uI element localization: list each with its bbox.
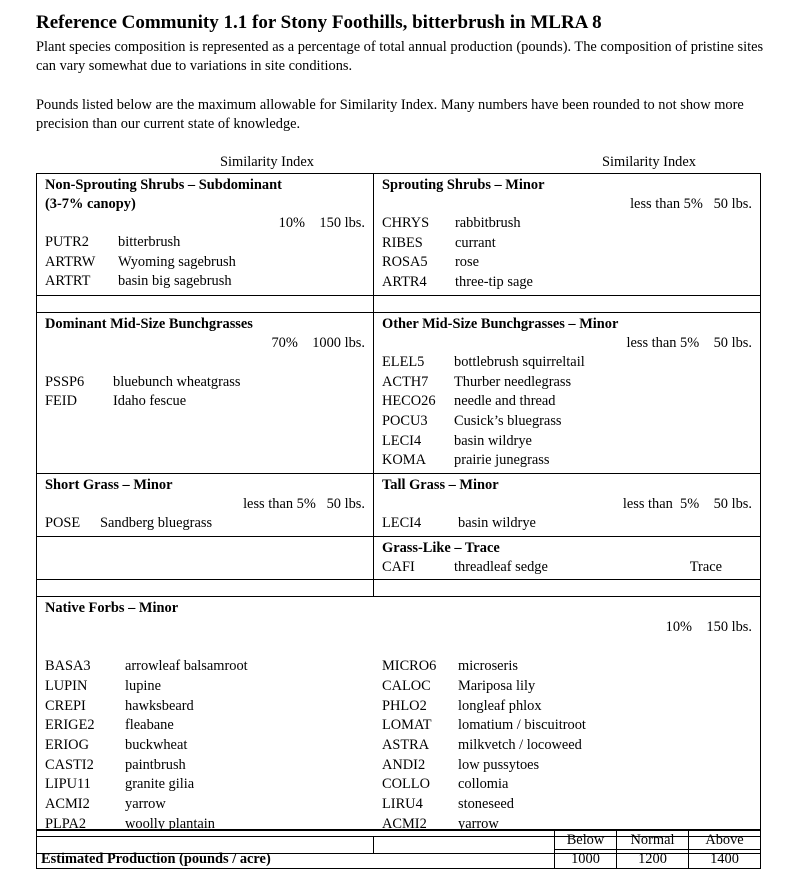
species-code: ROSA5 [382, 254, 428, 271]
species-name: stoneseed [458, 796, 514, 813]
species-row [382, 697, 586, 717]
species-row [45, 795, 382, 815]
non-sprouting-shrubs-cell [37, 174, 374, 296]
species-code: ARTR4 [382, 274, 427, 291]
species-name: low pussytoes [458, 756, 540, 773]
similarity-header-left: Similarity Index [220, 154, 314, 170]
section-title: Tall Grass – Minor [382, 477, 499, 494]
species-code: ANDI2 [382, 756, 426, 773]
section-title: Native Forbs – Minor [45, 600, 179, 617]
species-name: rabbitbrush [455, 215, 521, 231]
section-percent: 10% [665, 619, 693, 636]
species-name: Mariposa lily [458, 677, 536, 694]
production-header-above: Above [689, 830, 761, 850]
species-name: Idaho fescue [113, 393, 187, 410]
species-row [382, 373, 752, 393]
species-row [382, 392, 752, 412]
page-title: Reference Community 1.1 for Stony Foothills, bitterbrush in MLRA 8 [36, 12, 602, 33]
tall-grass-cell [374, 474, 761, 537]
species-code: ARTRW [45, 253, 96, 270]
species-name: lomatium / biscuitroot [458, 717, 586, 734]
species-code: ARTRT [45, 273, 91, 290]
species-row [382, 756, 586, 776]
species-row [45, 373, 365, 393]
section-pounds: 150 lbs. [706, 619, 752, 636]
species-row [382, 657, 586, 677]
section-title: Non-Sprouting Shrubs – Subdominant [45, 177, 282, 193]
species-name: collomia [458, 776, 509, 793]
species-row [382, 353, 752, 373]
species-code: PSSP6 [45, 373, 85, 390]
species-code: LECI4 [382, 432, 422, 449]
trace-amount: Trace [689, 558, 722, 575]
species-name: lupine [125, 677, 161, 694]
section-percent: less than 5% [243, 496, 316, 513]
species-row [45, 697, 382, 717]
sprouting-shrubs-cell [374, 174, 761, 296]
species-code: POCU3 [382, 412, 428, 429]
species-name: Cusick’s bluegrass [454, 412, 562, 429]
species-code: CALOC [382, 677, 431, 694]
species-row [382, 432, 752, 452]
species-row [382, 716, 586, 736]
section-pounds: 50 lbs. [713, 196, 752, 212]
production-label: Estimated Production (pounds / acre) [37, 850, 555, 869]
production-header-below: Below [555, 830, 617, 850]
dominant-bunchgrasses-cell [37, 312, 374, 473]
species-row [382, 514, 752, 534]
section-title: Short Grass – Minor [45, 477, 173, 494]
production-value-below: 1000 [555, 850, 617, 869]
species-name: Wyoming sagebrush [118, 253, 236, 270]
section-pounds: 150 lbs. [319, 215, 365, 231]
species-name: threadleaf sedge [454, 558, 548, 575]
species-row [45, 716, 382, 736]
species-code: KOMA [382, 452, 426, 469]
native-forbs-cell [37, 597, 761, 837]
species-name: hawksbeard [125, 697, 194, 714]
species-row [382, 273, 752, 293]
other-bunchgrasses-cell [374, 312, 761, 473]
species-row [45, 233, 365, 253]
species-name: basin wildrye [454, 432, 532, 449]
species-name: longleaf phlox [458, 697, 542, 714]
production-header-normal: Normal [617, 830, 689, 850]
species-name: prairie junegrass [454, 452, 550, 469]
section-title: Dominant Mid-Size Bunchgrasses [45, 315, 253, 332]
species-code: ACMI2 [45, 796, 90, 813]
species-name: basin wildrye [458, 515, 536, 532]
species-code: BASA3 [45, 658, 91, 675]
species-row [382, 677, 586, 697]
species-name: basin big sagebrush [118, 273, 232, 290]
species-row [382, 214, 752, 234]
section-percent: 70% [271, 334, 298, 351]
empty-cell [37, 536, 374, 580]
species-name: bottlebrush squirreltail [454, 353, 585, 370]
species-code: PUTR2 [45, 234, 89, 250]
species-code: ERIGE2 [45, 717, 95, 734]
species-name: granite gilia [125, 776, 195, 793]
section-percent: less than 5% [622, 496, 700, 513]
composition-table [36, 173, 761, 854]
species-row [45, 775, 382, 795]
production-value-above: 1400 [689, 850, 761, 869]
species-name: bitterbrush [118, 234, 181, 250]
species-row [382, 775, 586, 795]
section-title: Grass-Like – Trace [382, 539, 500, 556]
species-code: COLLO [382, 776, 430, 793]
species-row [45, 736, 382, 756]
species-code: FEID [45, 393, 77, 410]
species-code: CREPI [45, 697, 86, 714]
species-code: CHRYS [382, 215, 430, 231]
section-percent: less than 5% [626, 334, 700, 351]
species-code: LOMAT [382, 717, 432, 734]
species-code: CAFI [382, 558, 415, 575]
species-name: milkvetch / locoweed [458, 736, 582, 753]
section-percent: less than 5% [630, 196, 703, 212]
species-name: yarrow [125, 796, 166, 813]
production-table [36, 829, 761, 869]
species-row [382, 795, 586, 815]
species-code: PHLO2 [382, 697, 427, 714]
species-code: ERIOG [45, 736, 89, 753]
species-name: three-tip sage [455, 274, 533, 291]
species-code: ASTRA [382, 736, 430, 753]
section-pounds: 50 lbs. [713, 334, 752, 351]
species-name: bluebunch wheatgrass [113, 373, 241, 390]
species-code: ACMI2 [382, 815, 427, 832]
species-row [382, 234, 752, 254]
section-title: Other Mid-Size Bunchgrasses – Minor [382, 315, 619, 332]
species-code: CASTI2 [45, 756, 94, 773]
species-code: HECO26 [382, 393, 436, 410]
section-percent: 10% [278, 215, 306, 231]
species-code: RIBES [382, 234, 423, 251]
species-name: currant [455, 234, 496, 251]
section-subtitle: (3-7% canopy) [45, 196, 136, 212]
section-pounds: 1000 lbs. [312, 334, 365, 351]
grass-like-cell [374, 536, 761, 580]
species-name: Sandberg bluegrass [100, 515, 213, 532]
species-name: fleabane [125, 717, 174, 734]
species-name: buckwheat [125, 736, 188, 753]
short-grass-cell [37, 474, 374, 537]
species-row [382, 412, 752, 432]
species-code: ELEL5 [382, 353, 425, 370]
species-name: yarrow [458, 815, 499, 832]
species-name: arrowleaf balsamroot [125, 658, 248, 675]
species-code: PLPA2 [45, 815, 87, 832]
species-name: Thurber needlegrass [454, 373, 572, 390]
species-name: woolly plantain [125, 815, 215, 832]
section-pounds: 50 lbs. [713, 496, 752, 513]
species-code: LUPIN [45, 677, 88, 694]
species-row [45, 677, 382, 697]
section-pounds: 50 lbs. [326, 496, 365, 513]
section-title: Sprouting Shrubs – Minor [382, 177, 545, 193]
intro-paragraph: Plant species composition is represented as a percentage of total annual production (pounds). The composition of pristine sites can vary somewhat due to variations in site conditions. [36, 39, 764, 74]
species-row [45, 514, 365, 534]
species-code: MICRO6 [382, 658, 437, 675]
species-code: POSE [45, 515, 81, 532]
species-row [382, 736, 586, 756]
species-code: ACTH7 [382, 373, 429, 390]
species-name: paintbrush [125, 756, 186, 773]
species-name: needle and thread [454, 393, 556, 410]
species-code: LIPU11 [45, 776, 91, 793]
species-row [382, 451, 752, 471]
species-row [45, 657, 382, 677]
species-row [45, 756, 382, 776]
species-code: LECI4 [382, 515, 422, 532]
species-row [45, 253, 365, 273]
species-row [382, 253, 752, 273]
species-row [45, 272, 365, 292]
species-row [45, 392, 365, 412]
species-code: LIRU4 [382, 796, 423, 813]
production-value-normal: 1200 [617, 850, 689, 869]
species-name: microseris [458, 658, 518, 675]
similarity-note: Pounds listed below are the maximum allowable for Similarity Index. Many numbers have been rounded to not show more precision than our current state of knowledge. [36, 97, 744, 132]
similarity-header-right: Similarity Index [602, 154, 696, 170]
species-name: rose [455, 254, 479, 271]
